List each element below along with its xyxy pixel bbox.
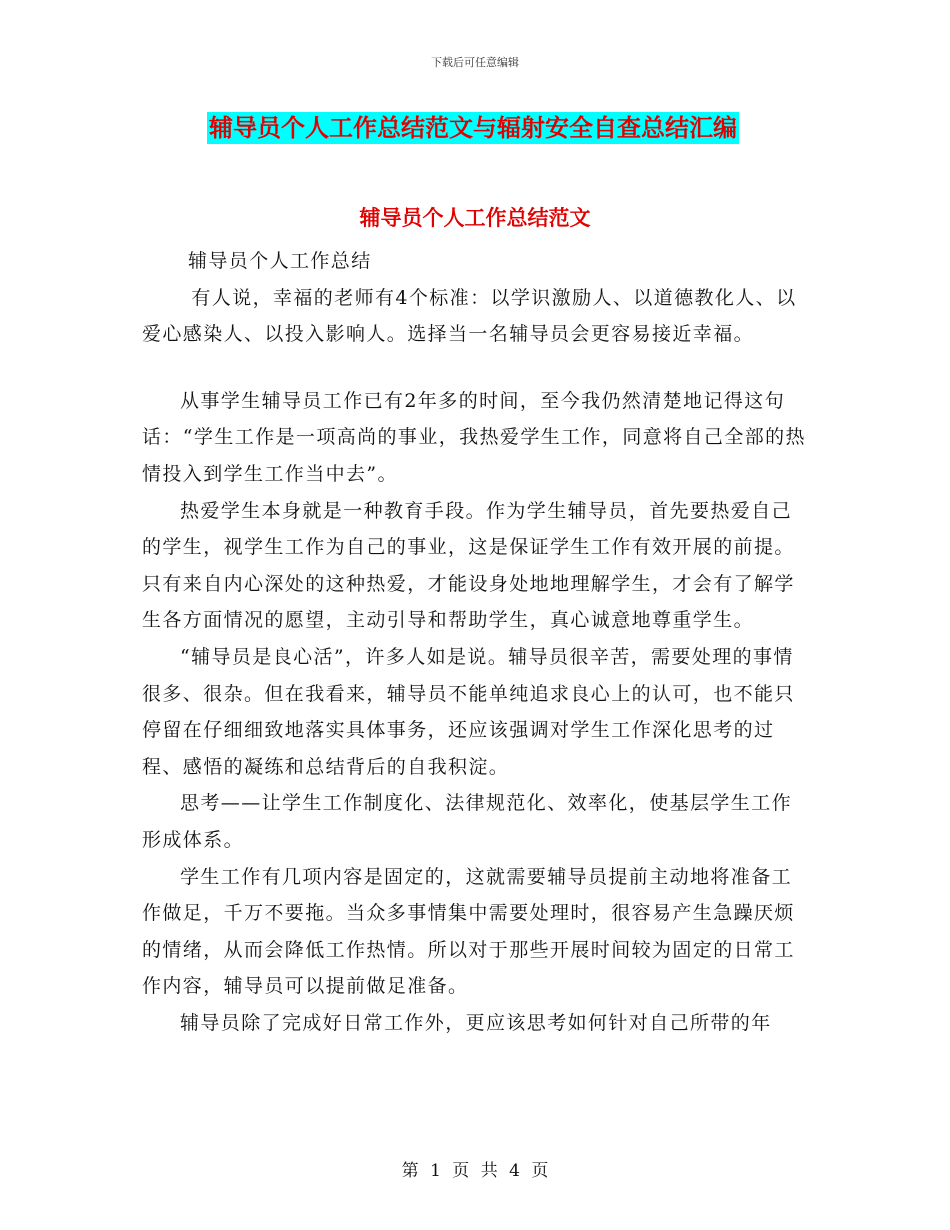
paragraph: 热爱学生本身就是一种教育手段。作为学生辅导员，首先要热爱自己的学生，视学生工作为自己的事业，这是保证学生工作有效开展的前提。只有来自内心深处的这种热爱，才能设身处地地理解学生，才会有了解学生各方面情况的愿望，主动引导和帮助学生，真心诚意地尊重学生。: [142, 499, 795, 632]
section-title: 辅导员个人工作总结范文: [359, 206, 591, 230]
paragraph: 从事学生辅导员工作已有2年多的时间，至今我仍然清楚地记得这句话：“学生工作是一项高尚的事业，我热爱学生工作，同意将自己全部的热情投入到学生工作当中去”。: [142, 389, 806, 485]
subtitle: 辅导员个人工作总结: [188, 250, 372, 272]
page-number: 第 1 页 共 4 页: [401, 1161, 549, 1181]
header-note: 下载后可任意编辑: [431, 56, 519, 69]
paragraph: 学生工作有几项内容是固定的，这就需要辅导员提前主动地将准备工作做足，千万不要拖。当众多事情集中需要处理时，很容易产生急躁厌烦的情绪，从而会降低工作热情。所以对于那些开展时间较为固定的日常工作内容，辅导员可以提前做足准备。: [142, 865, 795, 998]
paragraph: 有人说，幸福的老师有4个标准：以学识激励人、以道德教化人、以爱心感染人、以投入影响人。选择当一名辅导员会更容易接近幸福。: [142, 286, 797, 346]
document-title: 辅导员个人工作总结范文与辐射安全自查总结汇编: [209, 114, 737, 142]
paragraph: 思考——让学生工作制度化、法律规范化、效率化，使基层学生工作形成体系。: [142, 792, 793, 851]
document-body: [142, 243, 810, 1041]
paragraph: 辅导员除了完成好日常工作外，更应该思考如何针对自己所带的年: [180, 1011, 772, 1034]
paragraph: “辅导员是良心活”，许多人如是说。辅导员很辛苦，需要处理的事情很多、很杂。但在我看来，辅导员不能单纯追求良心上的认可，也不能只停留在仔细细致地落实具体事务，还应该强调对学生工作深化思考的过程、感悟的凝练和总结背后的自我积淀。: [142, 645, 795, 778]
